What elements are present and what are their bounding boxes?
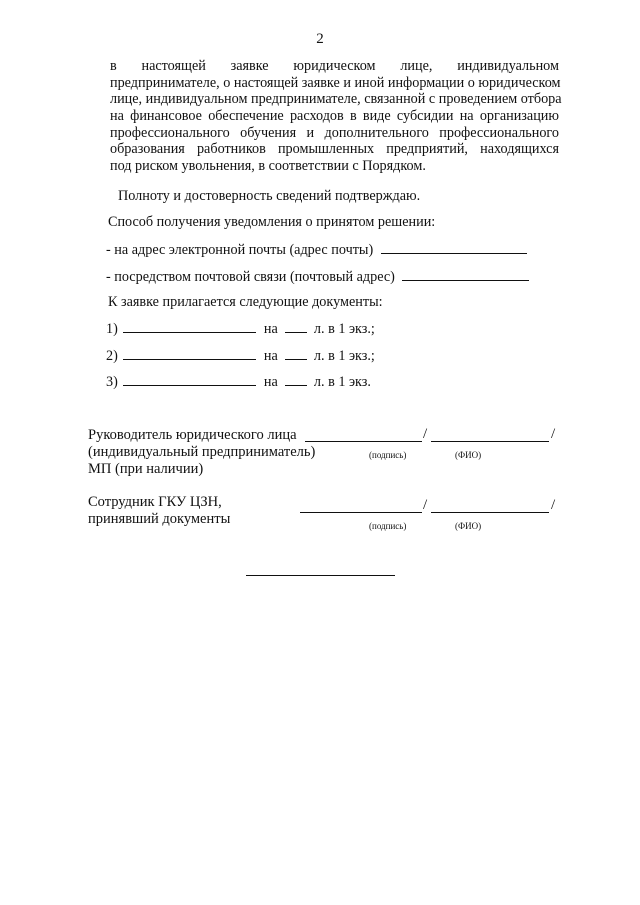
paragraph-line: образования работников промышленных предприятий, находящихся	[110, 141, 559, 158]
stamp-note: МП (при наличии)	[88, 461, 204, 477]
document-pages-field[interactable]	[285, 320, 307, 333]
confirmation-text: Полноту и достоверность сведений подтверждаю.	[118, 188, 421, 204]
document-na: на	[263, 374, 278, 390]
post-option-label: - посредством почтовой связи (почтовый адрес)	[106, 269, 395, 285]
paragraph-line: под риском увольнения, в соответствии с Порядком.	[110, 158, 426, 175]
notification-heading: Способ получения уведомления о принятом решении:	[108, 214, 436, 230]
document-suffix: л. в 1 экз.	[313, 374, 371, 390]
document-suffix: л. в 1 экз.;	[313, 348, 375, 364]
paragraph-line: в настоящей заявке юридическом лице, индивидуальном	[110, 58, 559, 74]
document-name-field[interactable]	[123, 320, 256, 333]
document-name-field[interactable]	[123, 347, 256, 360]
email-option-row	[106, 241, 527, 259]
document-number: 3)	[106, 374, 118, 390]
postal-address-field[interactable]	[402, 268, 529, 281]
document-number: 1)	[106, 321, 118, 337]
head-title: Руководитель юридического лица	[88, 427, 297, 443]
paragraph-line: предпринимателе, о настоящей заявке и иной информации о юридическом	[110, 74, 561, 91]
paragraph-line: на финансовое обеспечение расходов в виде субсидии на организацию	[110, 108, 559, 125]
head-end-separator: /	[551, 426, 556, 442]
document-row	[106, 347, 375, 365]
paragraph-line: лице, индивидуальном предпринимателе, связанной с проведением отбора	[110, 91, 562, 108]
staff-end-separator: /	[551, 497, 556, 513]
document-name-field[interactable]	[123, 373, 256, 386]
staff-signature-caption: (подпись)	[369, 521, 407, 531]
staff-name-caption: (ФИО)	[455, 521, 482, 531]
head-separator: /	[423, 426, 428, 442]
document-row	[106, 320, 375, 338]
staff-subtitle: принявший документы	[88, 511, 231, 527]
staff-signature-line[interactable]	[300, 512, 422, 513]
head-signature-line[interactable]	[305, 441, 422, 442]
head-name-caption: (ФИО)	[455, 450, 482, 460]
staff-title: Сотрудник ГКУ ЦЗН,	[88, 494, 222, 510]
head-name-line[interactable]	[431, 441, 549, 442]
document-suffix: л. в 1 экз.;	[313, 321, 375, 337]
attachments-heading: К заявке прилагается следующие документы:	[108, 294, 383, 310]
head-signature-caption: (подпись)	[369, 450, 407, 460]
document-na: на	[263, 321, 278, 337]
email-address-field[interactable]	[381, 241, 527, 254]
email-option-label: - на адрес электронной почты (адрес почты)	[106, 242, 374, 258]
post-option-row	[106, 268, 529, 286]
document-pages-field[interactable]	[285, 347, 307, 360]
paragraph-line: профессионального обучения и дополнительного профессионального	[110, 124, 559, 141]
document-number: 2)	[106, 348, 118, 364]
document-row	[106, 373, 371, 391]
head-subtitle: (индивидуальный предприниматель)	[88, 444, 316, 460]
end-of-document-rule	[246, 575, 395, 576]
page-number: 2	[316, 31, 324, 47]
document-pages-field[interactable]	[285, 373, 307, 386]
document-na: на	[263, 348, 278, 364]
consent-paragraph	[110, 58, 562, 175]
staff-name-line[interactable]	[431, 512, 549, 513]
staff-separator: /	[423, 497, 428, 513]
